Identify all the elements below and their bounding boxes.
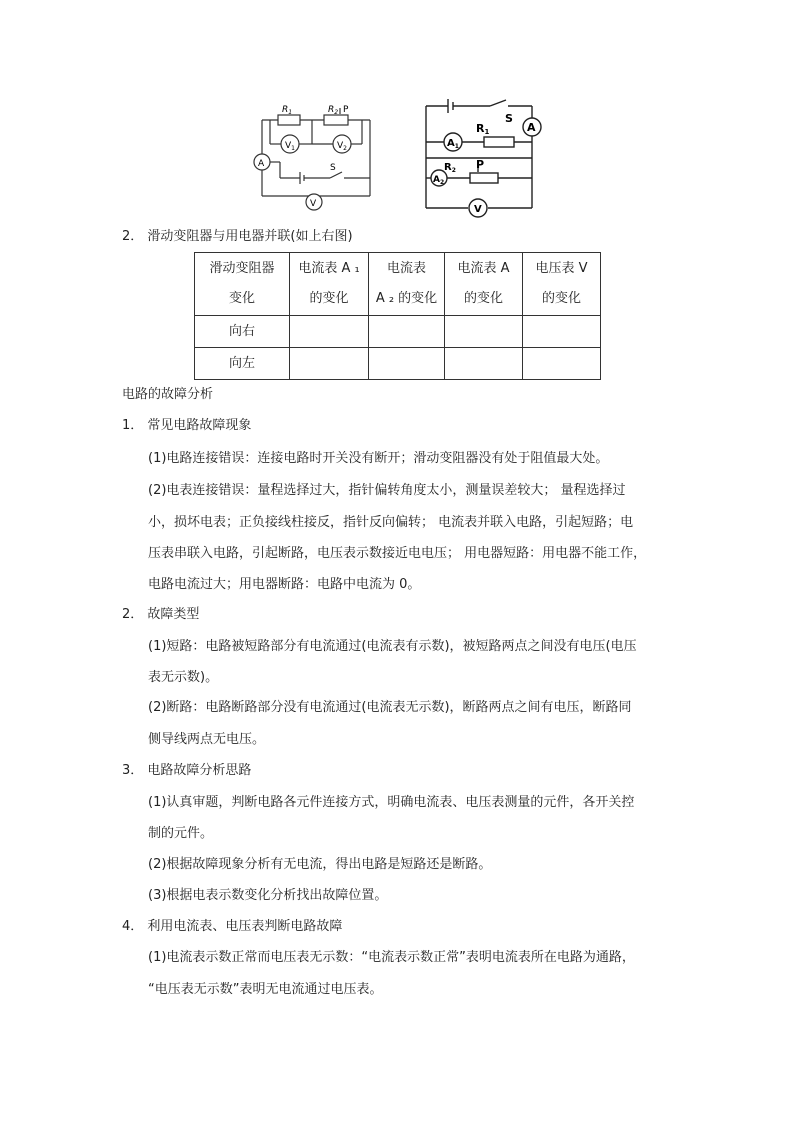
paragraph-line: (1)电路连接错误：连接电路时开关没有断开；滑动变阻器没有处于阻值最大处。 bbox=[148, 451, 609, 466]
numbered-heading: 1． 常见电路故障现象 bbox=[122, 418, 252, 433]
paragraph-line: 表无示数)。 bbox=[148, 670, 219, 685]
table-cell bbox=[369, 316, 445, 348]
v-meter-label: V bbox=[310, 199, 317, 209]
series-circuit-diagram bbox=[250, 100, 380, 218]
numbered-heading: 4． 利用电流表、电压表判断电路故障 bbox=[122, 919, 343, 934]
s-label: S bbox=[505, 112, 513, 125]
header-cell: 电流表 A ₁ 的变化 bbox=[290, 253, 369, 316]
v1-meter-label: $V_1$ bbox=[285, 141, 295, 152]
paragraph-line: 电路电流过大；用电器断路：电路中电流为 0。 bbox=[148, 577, 421, 592]
paragraph-line: 压表串联入电路，引起断路，电压表示数接近电电压； 用电器短路：用电器不能工作， bbox=[148, 546, 647, 561]
a-meter-label: A bbox=[258, 159, 265, 169]
table-cell: 向左 bbox=[195, 348, 290, 380]
table-cell bbox=[445, 316, 523, 348]
table-cell bbox=[445, 348, 523, 380]
table-cell bbox=[523, 316, 601, 348]
parallel-circuit-diagram bbox=[420, 96, 548, 218]
header-cell: 电流表 A ₂ 的变化 bbox=[369, 253, 445, 316]
paragraph-line: “电压表无示数”表明无电流通过电压表。 bbox=[148, 982, 383, 997]
paragraph-line: 小，损坏电表；正负接线柱接反，指针反向偏转； 电流表并联入电路，引起短路；电 bbox=[148, 515, 634, 530]
paragraph-line: (2)电表连接错误：量程选择过大，指针偏转角度太小，测量误差较大； 量程选择过 bbox=[148, 483, 626, 498]
paragraph-line: (2)断路：电路断路部分没有电流通过(电流表无示数)，断路两点之间有电压，断路同 bbox=[148, 700, 632, 715]
paragraph-line: 制的元件。 bbox=[148, 826, 214, 841]
a-meter-label: A bbox=[527, 121, 536, 134]
s-label: S bbox=[330, 163, 336, 173]
r2-label: $R_2$ bbox=[328, 105, 339, 116]
table-cell: 向右 bbox=[195, 316, 290, 348]
p-label: P bbox=[343, 105, 349, 115]
v-meter-label: V bbox=[474, 204, 482, 215]
r2-label: $R_2$ bbox=[444, 162, 456, 174]
table-header-row bbox=[195, 253, 601, 316]
table-cell bbox=[523, 348, 601, 380]
table-cell bbox=[290, 348, 369, 380]
numbered-heading: 3． 电路故障分析思路 bbox=[122, 763, 252, 778]
a1-meter-label: $A_1$ bbox=[447, 138, 459, 150]
paragraph-line: (1)电流表示数正常而电压表无示数：“电流表示数正常”表明电流表所在电路为通路， bbox=[148, 950, 635, 965]
paragraph-line: 侧导线两点无电压。 bbox=[148, 732, 266, 747]
table-cell bbox=[290, 316, 369, 348]
table-row bbox=[195, 348, 601, 380]
numbered-heading: 2． 故障类型 bbox=[122, 607, 200, 622]
header-cell: 电压表 V 的变化 bbox=[523, 253, 601, 316]
v2-meter-label: $V_2$ bbox=[337, 141, 347, 152]
header-cell: 滑动变阻器 变化 bbox=[195, 253, 290, 316]
table-row bbox=[195, 316, 601, 348]
r1-label: $R_1$ bbox=[282, 105, 293, 116]
table-cell bbox=[369, 348, 445, 380]
header-cell: 电流表 A 的变化 bbox=[445, 253, 523, 316]
r1-label: R1 bbox=[476, 122, 490, 136]
paragraph-line: (2)根据故障现象分析有无电流，得出电路是短路还是断路。 bbox=[148, 857, 492, 872]
paragraph-line: (1)认真审题，判断电路各元件连接方式，明确电流表、电压表测量的元件，各开关控 bbox=[148, 795, 635, 810]
p-label: P bbox=[476, 158, 485, 171]
a2-meter-label: $A_2$ bbox=[433, 175, 445, 186]
change-table bbox=[194, 252, 601, 380]
paragraph-line: (3)根据电表示数变化分析找出故障位置。 bbox=[148, 888, 388, 903]
paragraph-line: (1)短路：电路被短路部分有电流通过(电流表有示数)，被短路两点之间没有电压(电压 bbox=[148, 639, 637, 654]
section-heading-parallel: 2． 滑动变阻器与用电器并联(如上右图) bbox=[122, 229, 353, 244]
section-title: 电路的故障分析 bbox=[122, 387, 214, 402]
